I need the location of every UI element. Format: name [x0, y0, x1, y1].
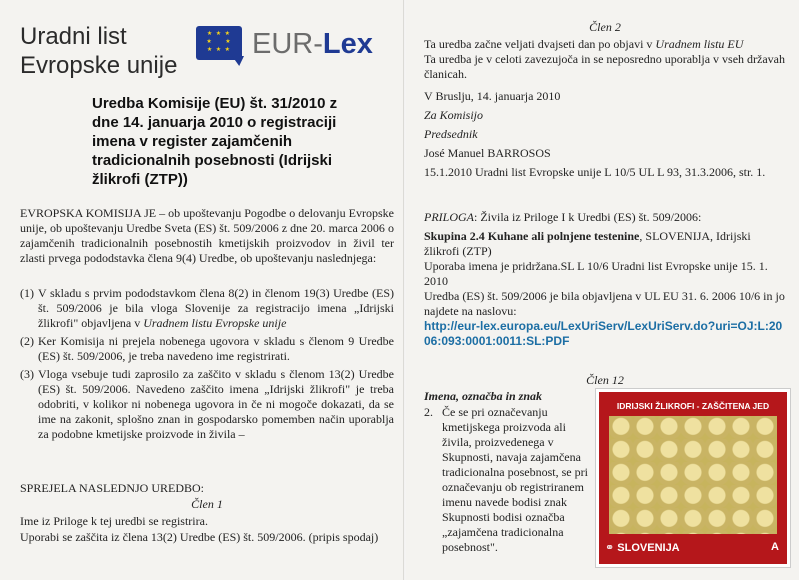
article2-text	[424, 37, 786, 82]
recital-text: Ker Komisija ni prejela nobenega ugovora v skladu s členom 9 Uredbe (ES) št. 509/2006, je treba navedeno ime registrirati.	[38, 334, 394, 363]
journal-title-line1: Uradni list	[20, 23, 127, 50]
eurlex-logo-text: EUR-	[252, 28, 323, 60]
annex-published: Uredba (ES) št. 509/2006 je bila objavljena v UL EU 31. 6. 2006 10/6 in jo najdete na naslovu:	[424, 289, 785, 318]
annex-group-rest: , SLOVENIJA, Idrijski žlikrofi (ZTP)	[424, 229, 751, 258]
article12-subheading: Imena, označba in znak	[424, 389, 543, 403]
president-name: José Manuel BARROSOS	[424, 146, 551, 160]
journal-title	[20, 22, 177, 80]
postage-stamp	[599, 392, 787, 564]
intro-paragraph: EVROPSKA KOMISIJA JE – ob upoštevanju Pogodbe o delovanju Evropske unije, ob upoštevanju Uredbe Sveta (ES) št. 509/2006 z dne 20. marca 2006 o zajamčenih tradicionalnih posebnostih kmetijskih proizvodov in živil ter zlasti prvega pododstavka člena 9(4) Uredbe, ob upoštevanju naslednjega:	[20, 206, 394, 265]
article12-number: 2.	[424, 405, 433, 419]
president-label: Predsednik	[424, 127, 478, 141]
stamp-footer	[605, 541, 781, 554]
for-commission: Za Komisijo	[424, 108, 484, 122]
stamp-value: A	[771, 541, 779, 553]
article1-p2: Uporabi se zaščita iz člena 13(2) Uredbe (ES) št. 509/2006. (pripis spodaj)	[20, 530, 379, 544]
article1-p1: Ime iz Priloge k tej uredbi se registrira.	[20, 514, 208, 528]
article2-p2: Ta uredba je v celoti zavezujoča in se neposredno uporablja v vseh državah članicah.	[424, 52, 786, 81]
article2-p1	[424, 37, 786, 52]
stamp-zlikrofi-image	[609, 416, 777, 534]
right-page	[406, 0, 799, 580]
stamp-caption: IDRIJSKI ŽLIKROFI - ZAŠČITENA JED	[616, 401, 770, 411]
place-date: V Bruslju, 14. januarja 2010	[424, 89, 561, 103]
recitals-list	[20, 286, 394, 442]
journal-title-line2: Evropske unije	[20, 52, 178, 79]
eu-flag-icon: ★ ★ ★ ★ ★ ★ ★ ★	[196, 26, 242, 60]
article12-text: Če se pri označevanju kmetijskega proizvoda ali živila, proizvedenega v Skupnosti, navaja zajamčena tradicionalna posebnost, se pri označevanju ob registriranem imenu navede bodisi znak Skupnosti bodisi označba „zajamčena tradicionalna posebnost".	[442, 405, 588, 554]
eurlex-logo	[252, 28, 373, 61]
article1-heading: Člen 1	[191, 497, 223, 511]
article2-heading: Člen 2	[589, 20, 621, 34]
recital-italic: Uradnem listu Evropske unije	[143, 316, 287, 330]
annex-label-rest: : Živila iz Priloge I k Uredbi (ES) št. 509/2006:	[474, 210, 702, 224]
recital-number: (2)	[20, 334, 34, 348]
recital-item	[20, 334, 394, 364]
article2-p1-text: Ta uredba začne veljati dvajseti dan po objavi v	[424, 37, 656, 51]
annex-label	[424, 210, 786, 225]
recital-item	[20, 286, 394, 331]
annex-group	[424, 229, 786, 259]
annex-use-note: Uporaba imena je pridržana.SL L 10/6 Uradni list Evropske unije 15. 1. 2010	[424, 259, 768, 288]
regulation-title: Uredba Komisije (EU) št. 31/2010 z dne 14. januarja 2010 o registraciji imena v register zajamčenih tradicionalnih posebnosti (Idrijski žlikrofi (ZTP))	[92, 95, 338, 188]
adopted-statement: SPREJELA NASLEDNJO UREDBO:	[20, 481, 205, 495]
annex	[424, 210, 786, 349]
recital-number: (3)	[20, 367, 34, 381]
annex-group-bold: Skupina 2.4 Kuhane ali polnjene testenine	[424, 229, 640, 243]
stamp-country: SLOVENIJA	[617, 542, 680, 554]
recital-text: Vloga vsebuje tudi zaprosilo za zaščito v skladu s členom 13(2) Uredbe (ES) št. 509/2006. Navedeno zaščito imena „Idrijski žlikrofi" je treba odobriti, v kolikor ni nobenega ugovora in če ni mogoče dokazati, da se ime na zakonit, splošno znan in gospodarsko pomemben način uporablja za podobne kmetijske proizvode in živila –	[38, 367, 394, 441]
post-horn-icon: ⚭	[605, 542, 615, 554]
recital-item	[20, 367, 394, 442]
article2-p1-italic: Uradnem listu EU	[655, 37, 744, 51]
recital-number: (1)	[20, 286, 34, 300]
article12-paragraph	[424, 405, 592, 555]
eurlex-url-link[interactable]: http://eur-lex.europa.eu/LexUriServ/LexUriServ.do?uri=OJ:L:2006:093:0001:0011:SL:PDF	[424, 319, 783, 348]
article12-heading: Člen 12	[586, 373, 624, 387]
footnote: 15.1.2010 Uradni list Evropske unije L 10/5 UL L 93, 31.3.2006, str. 1.	[424, 165, 766, 179]
recital-text: V skladu s prvim pododstavkom člena 8(2) in členom 19(3) Uredbe (ES) št. 509/2006 je bila vloga Slovenije za registracijo imena „Idrijski žlikrofi" objavljena v	[38, 286, 394, 330]
eurlex-logo-lex: Lex	[322, 28, 373, 60]
article12-item	[424, 405, 592, 555]
annex-label-italic: PRILOGA	[424, 210, 474, 224]
